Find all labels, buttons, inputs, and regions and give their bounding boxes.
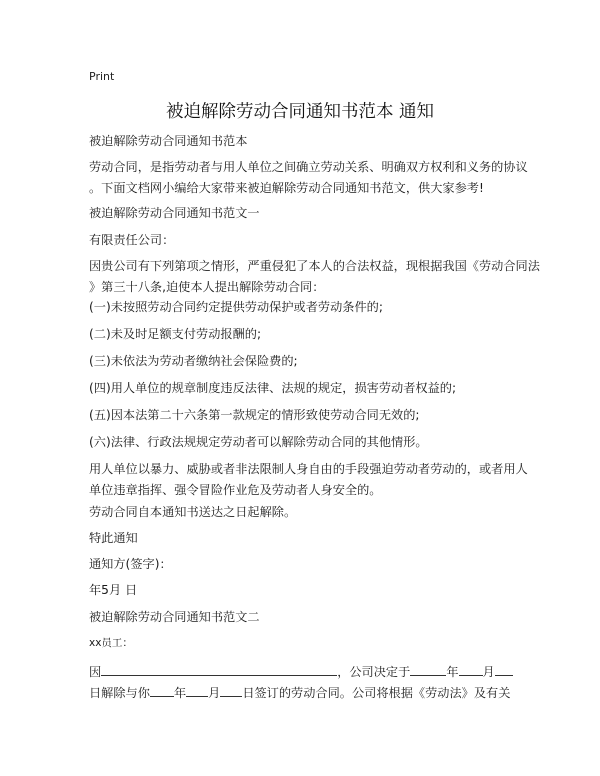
reason-line: 因贵公司有下列第项之情形，严重侵犯了本人的合法权益，现根据我国《劳动合同法 [89, 259, 540, 273]
reason-blank[interactable] [101, 661, 337, 676]
contract-month-blank[interactable] [186, 682, 208, 697]
fill-line-contract [89, 682, 519, 704]
intro-line: 劳动合同，是指劳动者与用人单位之间确立劳动关系、明确双方权利和义务的协议 [89, 160, 528, 174]
violence-paragraph [89, 459, 528, 501]
list-item: (二)未及时足额支付劳动报酬的; [89, 327, 262, 341]
list-item: (五)因本法第二十六条第一款规定的情形致使劳动合同无效的; [89, 408, 420, 422]
violence-line: 单位违章指挥、强令冒险作业危及劳动者人身安全的。 [89, 483, 382, 497]
document-title: 被迫解除劳动合同通知书范本 通知 [165, 102, 435, 122]
fill-text: 月 [208, 686, 221, 700]
list-item: (六)法律、行政法规规定劳动者可以解除劳动合同的其他情形。 [89, 435, 428, 449]
fill-text: 年 [446, 665, 459, 679]
intro-line: 。下面文档网小编给大家带来被迫解除劳动合同通知书范文，供大家参考! [89, 181, 484, 195]
sample2-heading: 被迫解除劳动合同通知书范文二 [89, 610, 260, 624]
reason-paragraph [89, 256, 540, 298]
signer-line: 通知方(签字)： [89, 557, 172, 571]
sample1-heading: 被迫解除劳动合同通知书范文一 [89, 206, 260, 220]
addressee-company: 有限责任公司： [89, 233, 175, 247]
fill-text: 月 [482, 665, 495, 679]
notice-line: 特此通知 [89, 531, 138, 545]
month-blank[interactable] [459, 661, 483, 676]
year-blank[interactable] [410, 661, 446, 676]
fill-text: 年 [173, 686, 187, 700]
fill-line-reason [89, 661, 519, 683]
violence-line: 用人单位以暴力、威胁或者非法限制人身自由的手段强迫劳动者劳动的，或者用人 [89, 462, 528, 476]
subtitle: 被迫解除劳动合同通知书范本 [89, 134, 248, 148]
fill-text: 日解除与你 [89, 686, 150, 700]
fill-text: 因 [89, 665, 102, 679]
day-blank[interactable] [495, 661, 513, 676]
print-label[interactable]: Print [89, 70, 115, 83]
date-line: 年5月 日 [89, 583, 138, 597]
contract-year-blank[interactable] [150, 682, 174, 697]
intro-paragraph [89, 157, 528, 199]
reason-line: 》第三十八条,迫使本人提出解除劳动合同： [89, 280, 325, 294]
effective-statement: 劳动合同自本通知书送达之日起解除。 [89, 505, 297, 519]
fill-text: 日签订的劳动合同。公司将根据《劳动法》及有关 [242, 686, 511, 700]
list-item: (四)用人单位的规章制度违反法律、法规的规定，损害劳动者权益的; [89, 381, 457, 395]
fill-text: ，公司决定于 [337, 665, 411, 679]
list-item: (三)未依法为劳动者缴纳社会保险费的; [89, 354, 298, 368]
addressee-employee: xx员工： [89, 637, 133, 649]
contract-day-blank[interactable] [220, 682, 242, 697]
list-item: (一)未按照劳动合同约定提供劳动保护或者劳动条件的; [89, 300, 383, 314]
